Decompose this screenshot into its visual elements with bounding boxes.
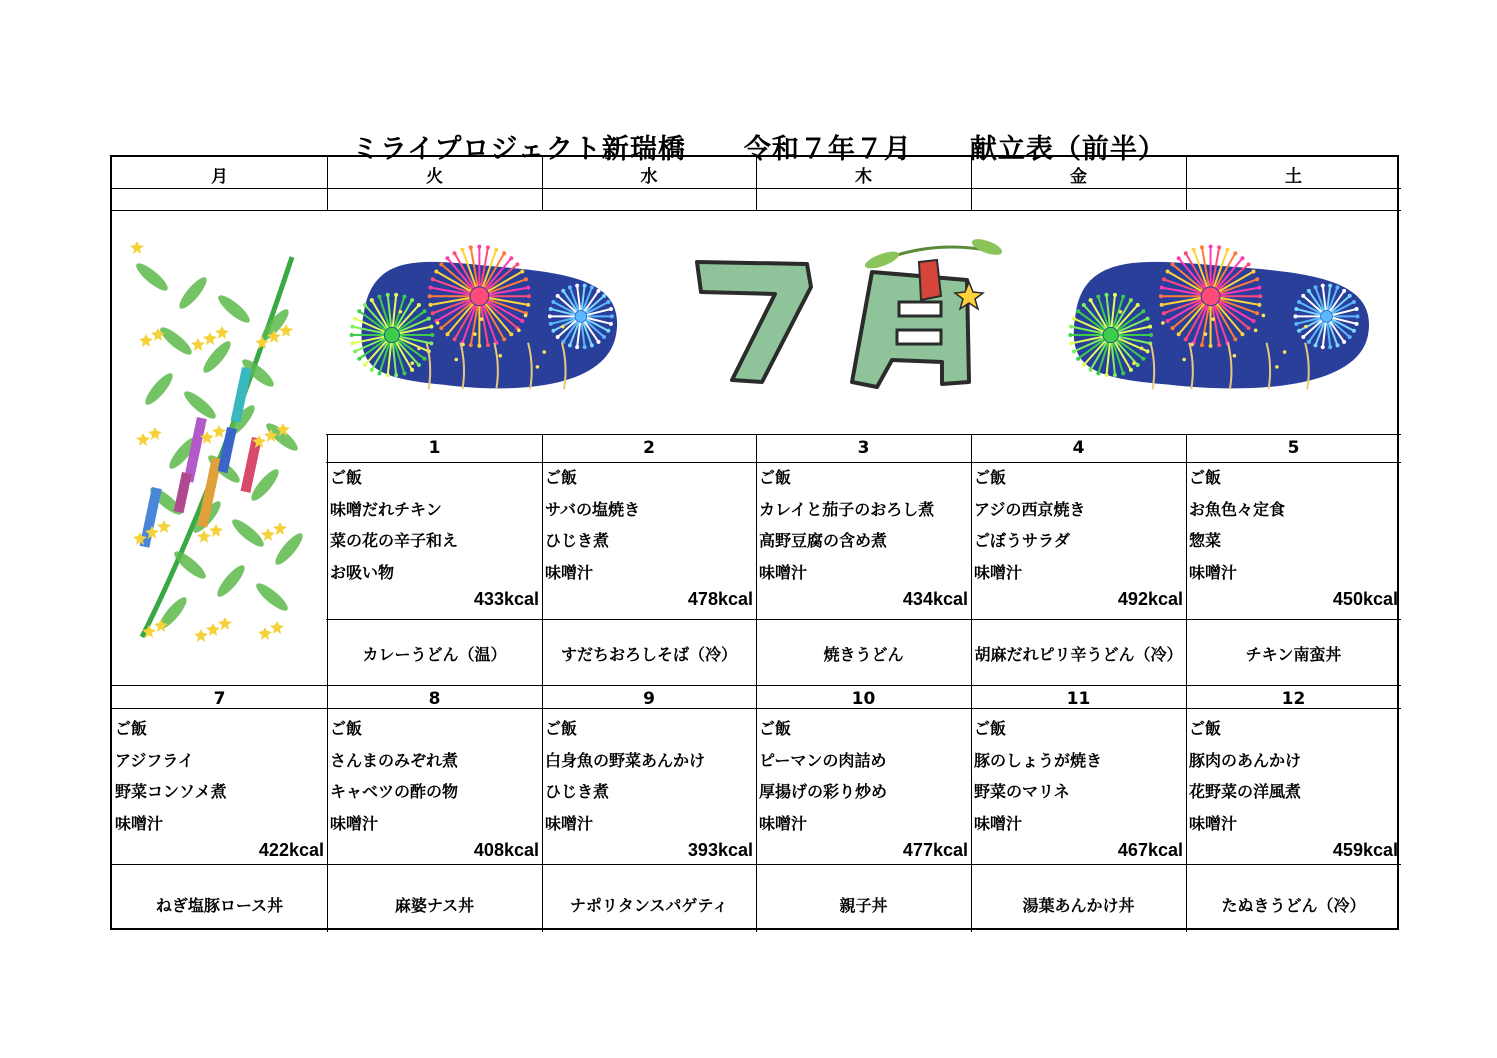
dish-item: 野菜のマリネ xyxy=(974,782,1070,801)
special-dish: チキン南蛮丼 xyxy=(1245,645,1342,664)
weekday-header: 金 xyxy=(1070,167,1087,187)
special-dish: 焼きうどん xyxy=(823,645,904,664)
day-number: 10 xyxy=(851,689,876,709)
fireworks-icon xyxy=(344,242,626,397)
special-dish: ねぎ塩豚ロース丼 xyxy=(155,896,284,915)
dish-item: 味噌汁 xyxy=(1189,813,1238,833)
dish-item: 味噌汁 xyxy=(974,562,1023,582)
dish-item: 菜の花の辛子和え xyxy=(330,531,459,550)
special-dish: 麻婆ナス丼 xyxy=(394,896,475,915)
day-number: 11 xyxy=(1066,689,1091,709)
day-number: 5 xyxy=(1287,438,1300,458)
dish-item: お吸い物 xyxy=(330,562,395,582)
title-period: 令和７年７月 xyxy=(743,134,912,165)
dish-item: ご飯 xyxy=(545,719,578,738)
dish-item: ご飯 xyxy=(974,719,1007,738)
weekday-header: 木 xyxy=(855,167,872,187)
day-number: 2 xyxy=(643,438,655,458)
day-number: 8 xyxy=(428,689,441,709)
special-dish: たぬきうどん（冷） xyxy=(1221,896,1366,915)
dish-item: 惣菜 xyxy=(1189,531,1222,550)
grid-line xyxy=(326,434,1401,435)
fireworks-icon xyxy=(1056,242,1378,397)
kcal-value: 393kcal xyxy=(687,840,753,860)
weekday-header: 土 xyxy=(1285,167,1302,187)
dish-item: 味噌汁 xyxy=(759,562,808,582)
dish-item: ご飯 xyxy=(1189,719,1222,738)
dish-item: 味噌汁 xyxy=(115,813,164,833)
dish-item: ご飯 xyxy=(759,719,792,738)
day-number: 4 xyxy=(1072,438,1085,458)
dish-item: ご飯 xyxy=(545,468,578,487)
dish-item: 味噌汁 xyxy=(545,562,594,582)
kcal-value: 433kcal xyxy=(473,589,539,609)
facility-name: ミライプロジェクト新瑞橋 xyxy=(351,134,686,165)
dish-item: 味噌汁 xyxy=(1189,562,1238,582)
menu-table xyxy=(110,155,1399,930)
dish-item: ひじき煮 xyxy=(545,531,610,550)
day-number: 12 xyxy=(1281,689,1306,709)
dish-item: ピーマンの肉詰め xyxy=(759,750,887,770)
special-dish: 湯葉あんかけ丼 xyxy=(1022,896,1135,915)
dish-item: 花野菜の洋風煮 xyxy=(1189,782,1302,801)
dish-item: 厚揚げの彩り炒め xyxy=(759,782,888,801)
kcal-value: 459kcal xyxy=(1332,840,1398,860)
dish-item: アジの西京焼き xyxy=(974,499,1086,519)
day-number: 1 xyxy=(428,438,441,458)
dish-item: 豚肉のあんかけ xyxy=(1189,750,1302,770)
dish-item: 味噌汁 xyxy=(759,813,808,833)
dish-item: アジフライ xyxy=(115,750,194,770)
dish-item: 味噌汁 xyxy=(974,813,1023,833)
day-number: 7 xyxy=(213,689,226,709)
dish-item: ご飯 xyxy=(759,468,792,487)
kcal-value: 408kcal xyxy=(473,840,539,860)
dish-item: ご飯 xyxy=(115,719,148,738)
dish-item: ごぼうサラダ xyxy=(974,531,1070,550)
kcal-value: 434kcal xyxy=(902,589,968,609)
dish-item: ひじき煮 xyxy=(545,782,610,801)
weekday-header: 月 xyxy=(211,167,228,187)
kcal-value: 422kcal xyxy=(258,840,324,860)
dish-item: 豚のしょうが焼き xyxy=(974,750,1103,770)
special-dish: ナポリタンスパゲティ xyxy=(569,896,729,915)
dish-item: サバの塩焼き xyxy=(545,499,641,519)
dish-item: 白身魚の野菜あんかけ xyxy=(545,750,706,770)
dish-item: 味噌汁 xyxy=(330,813,379,833)
special-dish: すだちおろしそば（冷） xyxy=(560,645,737,664)
weekday-header: 火 xyxy=(426,167,443,187)
dish-item: ご飯 xyxy=(1189,468,1222,487)
dish-item: ご飯 xyxy=(974,468,1007,487)
dish-item: キャベツの酢の物 xyxy=(330,782,459,801)
grid-line xyxy=(112,210,1401,211)
weekday-header: 水 xyxy=(640,167,658,187)
kcal-value: 450kcal xyxy=(1332,589,1398,609)
dish-item: カレイと茄子のおろし煮 xyxy=(759,499,935,519)
day-number: 3 xyxy=(857,438,870,458)
kcal-value: 492kcal xyxy=(1117,589,1183,609)
dish-item: ご飯 xyxy=(330,719,363,738)
dish-item: さんまのみぞれ煮 xyxy=(330,750,459,770)
dish-item: 野菜コンソメ煮 xyxy=(115,782,227,801)
dish-item: お魚色々定食 xyxy=(1189,499,1286,519)
dish-item: 味噌汁 xyxy=(545,813,594,833)
month-7-lettering xyxy=(687,242,1007,392)
day-number: 9 xyxy=(643,689,655,709)
kcal-value: 478kcal xyxy=(687,589,753,609)
dish-item: 高野豆腐の含め煮 xyxy=(759,531,888,550)
special-dish: 胡麻だれピリ辛うどん（冷） xyxy=(974,645,1183,664)
grid-line xyxy=(326,619,1401,620)
kcal-value: 467kcal xyxy=(1117,840,1183,860)
special-dish: 親子丼 xyxy=(839,896,888,915)
dish-item: 味噌だれチキン xyxy=(330,499,442,519)
title-doc: 献立表（前半） xyxy=(969,134,1166,165)
dish-item: ご飯 xyxy=(330,468,363,487)
grid-line xyxy=(326,462,1401,463)
tanabata-bamboo-icon xyxy=(132,237,322,647)
special-dish: カレーうどん（温） xyxy=(362,645,507,664)
kcal-value: 477kcal xyxy=(902,840,968,860)
